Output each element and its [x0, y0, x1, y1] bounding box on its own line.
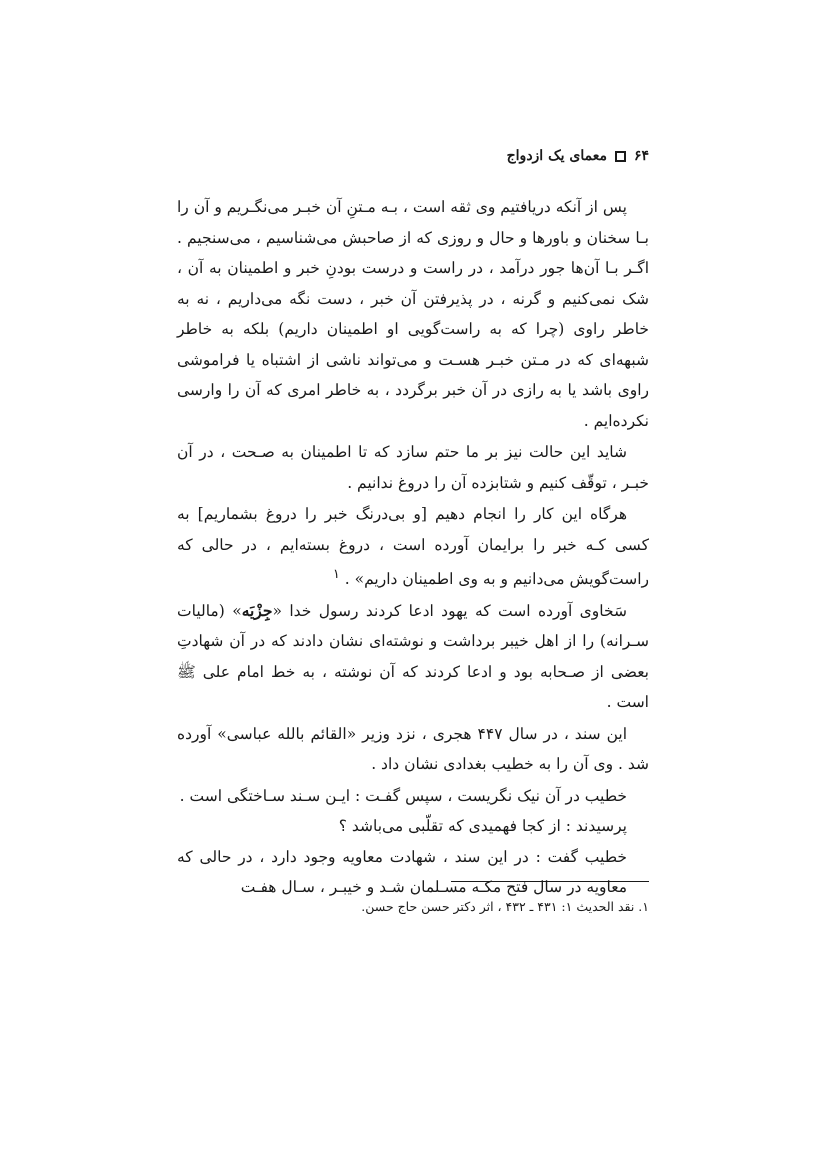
paragraph-4-text-a: سَخاوی آورده است که یهود ادعا کردند رسول خدا «	[272, 601, 628, 620]
body-text	[177, 192, 649, 903]
paragraph-3	[177, 499, 649, 595]
paragraph-4	[177, 596, 649, 718]
footnote-marker: ۱	[332, 567, 340, 582]
jizya-term: جِزْیَه	[241, 600, 273, 620]
quote-line-3: خطیب گفت : در این سند ، شهادت معاویه وجود دارد ، در حالی که معاویه در سال فتح مکـه مسـلمان شـد و خیبـر ، سـال هفـت	[177, 847, 627, 897]
paragraph-4-text-b: » (مالیات سـرانه) را از اهل خیبر برداشت و نوشته‌ای نشان دادند که در آن شهادتِ بعضی از صـحابه بود و ادعا کردند که آن نوشته ، به خط امام علی ﷺ است .	[177, 601, 649, 712]
quote-line-1: خطیب در آن نیک نگریست ، سپس گفـت : ایـن سـند سـاختگی است .	[179, 786, 627, 805]
paragraph-2: شاید این حالت نیز بر ما حتم سازد که تا اطمینان به صـحت ، در آن خبـر ، توقّف کنیم و شتابزده آن را دروغ ندانیم .	[177, 443, 649, 492]
running-header	[507, 148, 649, 164]
footnote-divider	[451, 881, 649, 882]
paragraph-1: پس از آنکه دریافتیم وی ثقه است ، بـه مـتنِ آن خبـر می‌نگـریم و آن را بـا سخنان و باورها و حال و روزی که از صاحبش می‌شناسیم ، می‌سنجیم . اگـر بـا آن‌ها جور درآمد ، در راست و درست بودنِ خبر و اطمینان به آن ، شک نمی‌کنیم و گرنه ، در پذیرفتن آن خبر ، دست نگه می‌داریم ، نه به خاطر راوی (چرا که به راست‌گویی او اطمینان داریم) بلکه به خاطر شبهه‌ای که در مـتن خبـر هسـت و می‌تواند ناشی از اشتباه یا فراموشی راوی باشد یا به رازی در آن خبر برگردد ، به خاطر امری که آن را وارسی نکرده‌ایم .	[177, 198, 649, 430]
quote-line-2: پرسیدند : از کجا فهمیدی که تقلّبی می‌باشد ؟	[338, 817, 627, 836]
page-number: ۶۴	[633, 148, 649, 164]
paragraph-5: این سند ، در سال ۴۴۷ هجری ، نزد وزیر «القائم بالله عباسی» آورده شد . وی آن را به خطیب بغدادی نشان داد .	[177, 724, 649, 774]
paragraph-3-text: هرگاه این کار را انجام دهیم [و بی‌درنگ خبر را دروغ بشماریم] به کسی کـه خبر را برایمان آورده است ، دروغ بسته‌ایم ، در حالی که راست‌گویش می‌دانیم و به وی اطمینان داریم» .	[177, 505, 649, 589]
footnote: ۱. نقد الحدیث ۱: ۴۳۱ ـ ۴۳۲ ، اثر دکتر حسن حاج حسن.	[361, 899, 649, 914]
quote-block	[177, 781, 627, 903]
running-title: معمای یک ازدواج	[506, 148, 607, 164]
header-square-icon	[615, 151, 626, 162]
